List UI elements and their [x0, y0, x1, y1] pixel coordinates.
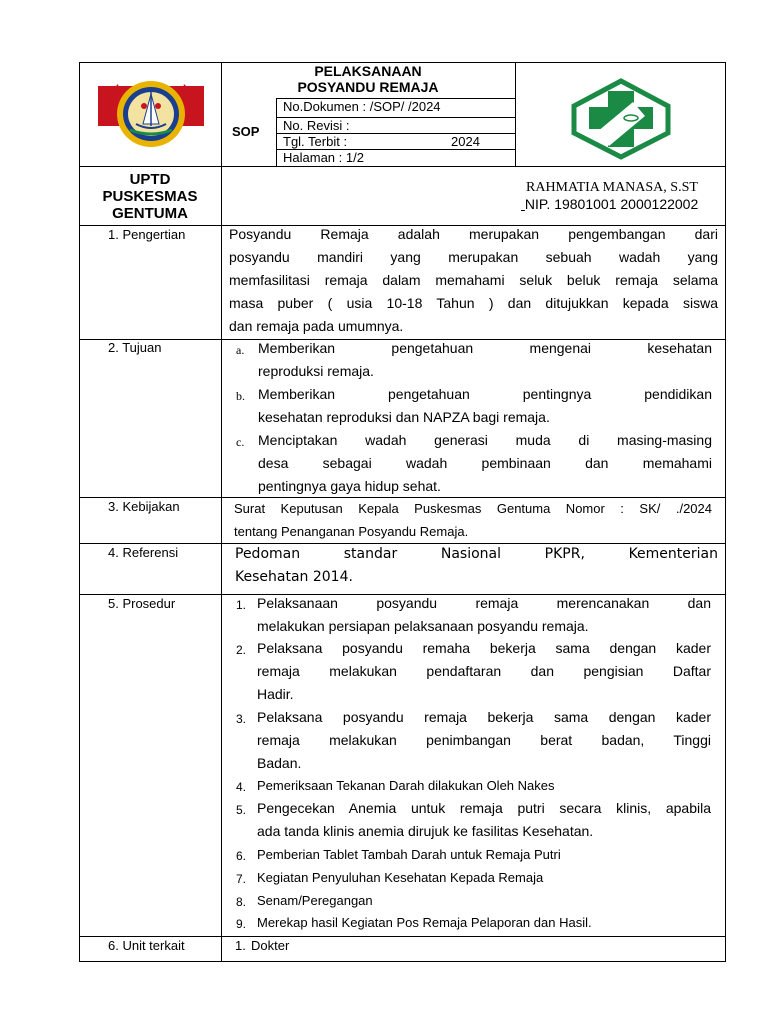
list-marker: c. — [236, 435, 245, 449]
grid-line — [221, 62, 222, 962]
text-line: Kesehatan 2014. — [235, 569, 353, 585]
text-line: Memberikan pengetahuan mengenai kesehatan — [258, 340, 712, 356]
text-line: remaja melakukan pendaftaran dan pengisian Daftar — [257, 663, 711, 679]
unit-terkait-item: Dokter — [251, 938, 290, 953]
text-line: Merekap hasil Kegiatan Pos Remaja Pelaporan dan Hasil. — [257, 915, 592, 930]
unit-terkait-marker: 1. — [235, 938, 246, 953]
list-marker: a. — [236, 343, 245, 357]
grid-line — [515, 62, 516, 166]
list-marker: 4. — [236, 780, 247, 794]
regency-emblem-logo — [96, 80, 206, 152]
list-marker: 7. — [236, 872, 247, 886]
grid-line — [276, 98, 277, 166]
document-number: No.Dokumen : /SOP/ /2024 — [283, 99, 441, 114]
text-line: kesehatan reproduksi dan NAPZA bagi remaja. — [258, 409, 550, 425]
grid-line — [79, 936, 726, 937]
text-line: desa sebagai wadah pembinaan dan memahami — [258, 455, 712, 471]
issue-date-label: Tgl. Terbit : — [283, 134, 348, 149]
list-marker: 9. — [236, 917, 247, 931]
section-label-unit-terkait: 6. Unit terkait — [108, 938, 185, 953]
list-marker: 8. — [236, 895, 247, 909]
text-line: dan remaja pada umumnya. — [229, 318, 404, 334]
section-label-referensi: 4. Referensi — [108, 545, 179, 560]
text-line: Pemberian Tablet Tambah Darah untuk Remaja Putri — [257, 847, 561, 862]
list-marker: 3. — [236, 712, 247, 726]
text-line: Senam/Peregangan — [257, 893, 373, 908]
text-line: Pelaksana posyandu remaha bekerja sama dengan kader — [257, 640, 711, 656]
text-line: Pedoman standar Nasional PKPR, Kementerian — [235, 546, 718, 562]
text-line: ada tanda klinis anemia dirujuk ke fasilitas Kesehatan. — [257, 823, 594, 839]
text-line: melakukan persiapan pelaksanaan posyandu remaja. — [257, 618, 589, 634]
text-line: remaja melakukan penimbangan berat badan, Tinggi — [257, 732, 711, 748]
signatory-name: RAHMATIA MANASA, S.ST — [526, 180, 698, 195]
text-line: pentingnya gaya hidup sehat. — [258, 478, 441, 494]
sop-label: SOP — [232, 124, 260, 139]
document-title: PELAKSANAAN POSYANDU REMAJA — [297, 63, 439, 95]
text-line: Posyandu Remaja adalah merupakan pengembangan dari — [229, 226, 718, 242]
text-line: Memberikan pengetahuan pentingnya pendidikan — [258, 386, 712, 402]
list-marker: 1. — [236, 598, 247, 612]
section-label-tujuan: 2. Tujuan — [108, 340, 162, 355]
list-marker: 2. — [236, 643, 247, 657]
signatory-nip: NIP. 19801001 2000122002 — [524, 196, 699, 212]
text-line: Hadir. — [257, 686, 294, 702]
text-line: Kegiatan Penyuluhan Kesehatan Kepada Remaja — [257, 870, 544, 885]
grid-line — [79, 166, 726, 167]
list-marker: 5. — [236, 803, 247, 817]
section-label-prosedur: 5. Prosedur — [108, 596, 176, 611]
revision-number: No. Revisi : — [283, 118, 350, 133]
text-line: Pemeriksaan Tekanan Darah dilakukan Oleh Nakes — [257, 778, 555, 793]
text-line: reproduksi remaja. — [258, 363, 374, 379]
text-line: masa puber ( usia 10-18 Tahun ) dan ditujukkan kepada siswa — [229, 295, 718, 311]
text-line: Pelaksana posyandu remaja bekerja sama dengan kader — [257, 709, 711, 725]
list-marker: b. — [236, 389, 245, 403]
page-number: Halaman : 1/2 — [283, 150, 364, 165]
list-marker: 6. — [236, 849, 247, 863]
text-line: Surat Keputusan Kepala Puskesmas Gentuma Nomor : SK/ ./2024 — [234, 501, 712, 516]
text-line: memfasilitasi remaja dalam memahami seluk beluk remaja selama — [229, 272, 718, 288]
text-line: posyandu mandiri yang merupakan sebuah wadah yang — [229, 249, 718, 265]
text-line: Badan. — [257, 755, 302, 771]
health-service-logo — [571, 78, 671, 160]
text-line: Pengecekan Anemia untuk remaja putri secara klinis, apabila — [257, 800, 711, 816]
text-line: Menciptakan wadah generasi muda di masing-masing — [258, 432, 712, 448]
unit-name: UPTD PUSKESMAS GENTUMA — [102, 171, 198, 222]
text-line: tentang Penanganan Posyandu Remaja. — [234, 524, 469, 539]
issue-date-year: 2024 — [451, 134, 480, 149]
section-label-pengertian: 1. Pengertian — [108, 227, 186, 242]
text-line: Pelaksanaan posyandu remaja merencanakan dan — [257, 595, 711, 611]
section-label-kebijakan: 3. Kebijakan — [108, 499, 180, 514]
